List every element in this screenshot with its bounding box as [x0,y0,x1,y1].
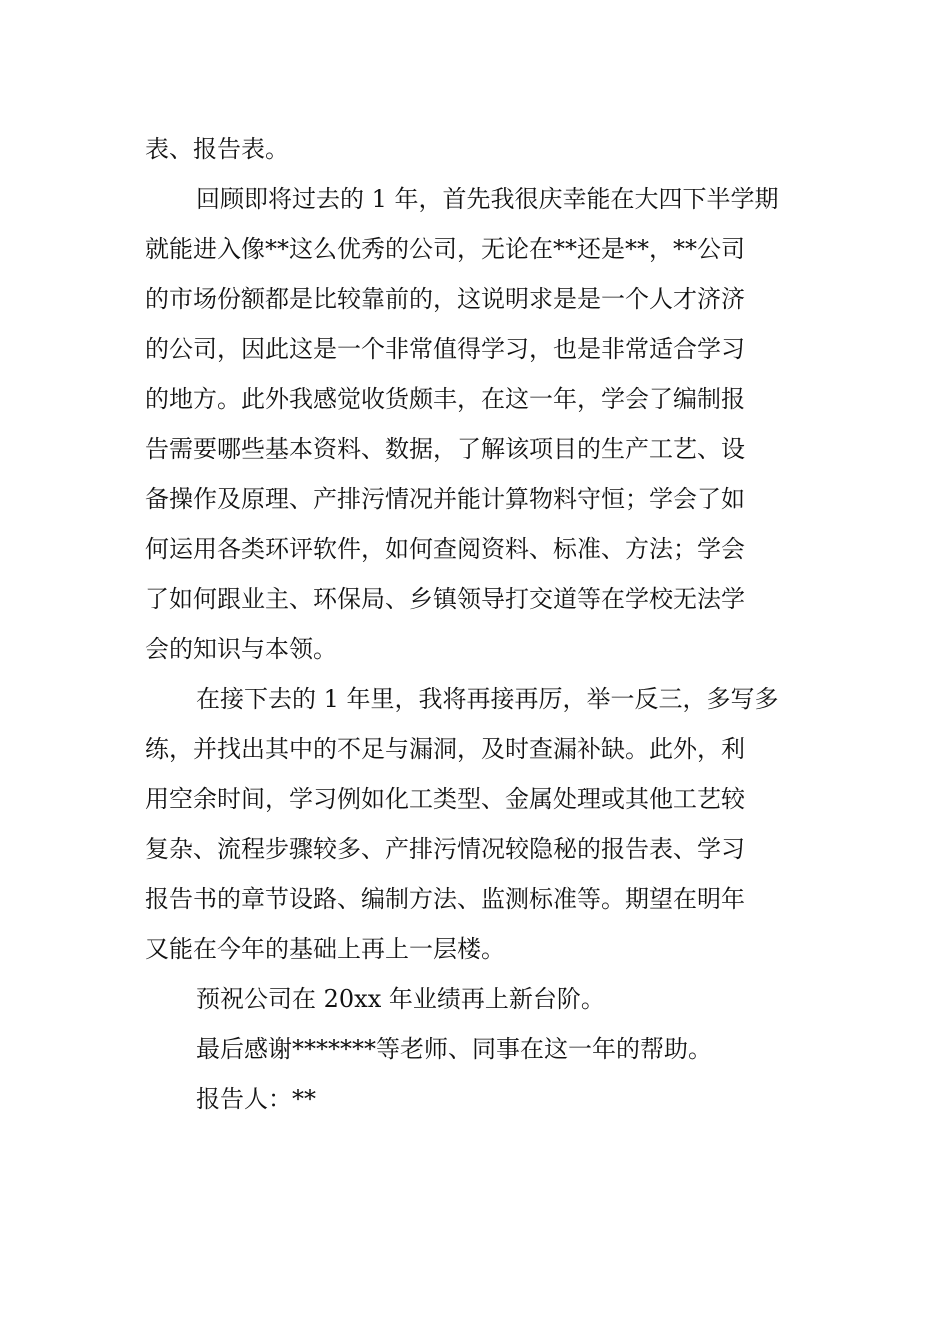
text-line: 的公司，因此这是一个非常值得学习，也是非常适合学习 [145,335,745,363]
text-line: 告需要哪些基本资料、数据，了解该项目的生产工艺、设 [145,435,745,463]
text-line: 表、报告表。 [145,135,289,163]
text-line: 备操作及原理、产排污情况并能计算物料守恒；学会了如 [145,485,745,513]
text-line: 的市场份额都是比较靠前的，这说明求是是一个人才济济 [145,285,745,313]
text-line: 在接下去的 1 年里，我将再接再厉，举一反三，多写多 [196,685,779,713]
text-line: 最后感谢*******等老师、同事在这一年的帮助。 [196,1035,712,1063]
text-line: 的地方。此外我感觉收货颇丰，在这一年，学会了编制报 [145,385,745,413]
signature-line: 报告人：** [196,1085,316,1113]
text-line: 会的知识与本领。 [145,635,337,663]
text-line: 练，并找出其中的不足与漏洞，及时查漏补缺。此外，利 [145,735,745,763]
text-line: 报告书的章节设路、编制方法、监测标准等。期望在明年 [145,885,745,913]
text-line: 了如何跟业主、环保局、乡镇领导打交道等在学校无法学 [145,585,745,613]
text-line: 复杂、流程步骤较多、产排污情况较隐秘的报告表、学习 [145,835,745,863]
text-line: 何运用各类环评软件，如何查阅资料、标准、方法；学会 [145,535,745,563]
text-line: 预祝公司在 20xx 年业绩再上新台阶。 [196,985,605,1013]
text-line: 就能进入像**这么优秀的公司，无论在**还是**，**公司 [145,235,745,263]
text-line: 回顾即将过去的 1 年，首先我很庆幸能在大四下半学期 [196,185,779,213]
text-line: 用空余时间，学习例如化工类型、金属处理或其他工艺较 [145,785,745,813]
text-line: 又能在今年的基础上再上一层楼。 [145,935,505,963]
